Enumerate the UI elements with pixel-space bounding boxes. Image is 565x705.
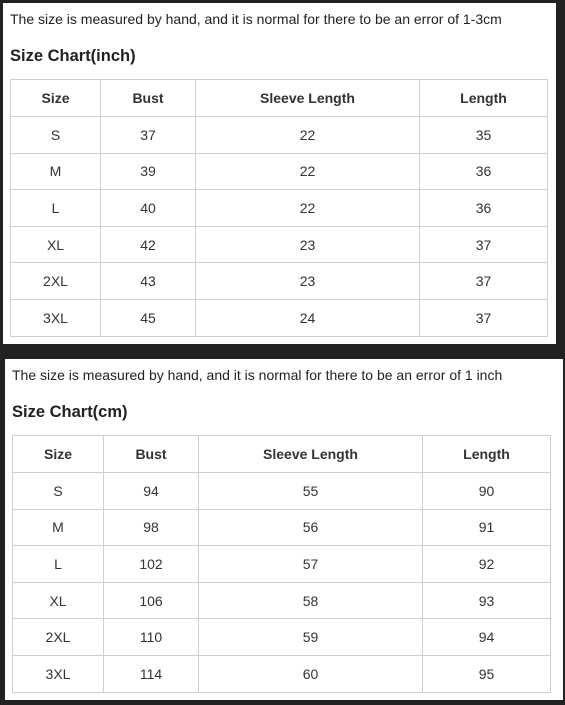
cell-length: 36 (420, 190, 548, 227)
cell-bust: 42 (101, 226, 196, 263)
table-row (13, 655, 551, 692)
cell-size: M (11, 153, 101, 190)
table-row (13, 582, 551, 619)
cell-sleeve-length: 57 (199, 546, 423, 583)
cell-sleeve-length: 22 (196, 190, 420, 227)
cell-size: L (13, 546, 104, 583)
table-row (11, 263, 548, 300)
cell-bust: 43 (101, 263, 196, 300)
cell-length: 36 (420, 153, 548, 190)
table-row (13, 509, 551, 546)
table-row (11, 117, 548, 154)
cell-sleeve-length: 56 (199, 509, 423, 546)
table-row (13, 473, 551, 510)
cell-bust: 102 (104, 546, 199, 583)
cell-sleeve-length: 59 (199, 619, 423, 656)
measurement-note: The size is measured by hand, and it is normal for there to be an error of 1-3cm (10, 11, 502, 27)
table-header-row (11, 80, 548, 117)
header-sleeve-length: Sleeve Length (196, 80, 420, 117)
cell-size: 2XL (13, 619, 104, 656)
header-length: Length (420, 80, 548, 117)
cell-sleeve-length: 22 (196, 153, 420, 190)
cell-length: 93 (423, 582, 551, 619)
cell-length: 95 (423, 655, 551, 692)
cell-length: 90 (423, 473, 551, 510)
cell-size: 3XL (11, 299, 101, 336)
size-chart-inch-panel (3, 3, 556, 344)
cell-length: 91 (423, 509, 551, 546)
cell-size: XL (11, 226, 101, 263)
cell-bust: 39 (101, 153, 196, 190)
size-chart-title: Size Chart(cm) (12, 403, 128, 421)
cell-length: 37 (420, 299, 548, 336)
table-row (11, 299, 548, 336)
cell-length: 35 (420, 117, 548, 154)
cell-sleeve-length: 60 (199, 655, 423, 692)
cell-bust: 94 (104, 473, 199, 510)
cell-length: 94 (423, 619, 551, 656)
cell-size: L (11, 190, 101, 227)
cell-length: 92 (423, 546, 551, 583)
size-chart-table (12, 435, 551, 693)
size-chart-cm-panel (5, 359, 563, 700)
cell-bust: 106 (104, 582, 199, 619)
cell-sleeve-length: 23 (196, 226, 420, 263)
cell-sleeve-length: 23 (196, 263, 420, 300)
cell-sleeve-length: 24 (196, 299, 420, 336)
cell-length: 37 (420, 263, 548, 300)
cell-bust: 40 (101, 190, 196, 227)
cell-size: S (13, 473, 104, 510)
header-size: Size (11, 80, 101, 117)
header-size: Size (13, 436, 104, 473)
size-chart-title: Size Chart(inch) (10, 47, 136, 65)
table-row (11, 153, 548, 190)
table-header-row (13, 436, 551, 473)
cell-sleeve-length: 58 (199, 582, 423, 619)
table-row (11, 190, 548, 227)
cell-size: 3XL (13, 655, 104, 692)
cell-bust: 110 (104, 619, 199, 656)
cell-bust: 114 (104, 655, 199, 692)
header-bust: Bust (101, 80, 196, 117)
table-row (13, 546, 551, 583)
header-bust: Bust (104, 436, 199, 473)
cell-length: 37 (420, 226, 548, 263)
cell-bust: 98 (104, 509, 199, 546)
cell-sleeve-length: 22 (196, 117, 420, 154)
table-row (11, 226, 548, 263)
cell-size: XL (13, 582, 104, 619)
cell-bust: 45 (101, 299, 196, 336)
cell-sleeve-length: 55 (199, 473, 423, 510)
cell-size: M (13, 509, 104, 546)
header-length: Length (423, 436, 551, 473)
measurement-note: The size is measured by hand, and it is normal for there to be an error of 1 inch (12, 367, 503, 383)
cell-size: S (11, 117, 101, 154)
cell-size: 2XL (11, 263, 101, 300)
size-chart-table (10, 79, 548, 337)
header-sleeve-length: Sleeve Length (199, 436, 423, 473)
cell-bust: 37 (101, 117, 196, 154)
table-row (13, 619, 551, 656)
